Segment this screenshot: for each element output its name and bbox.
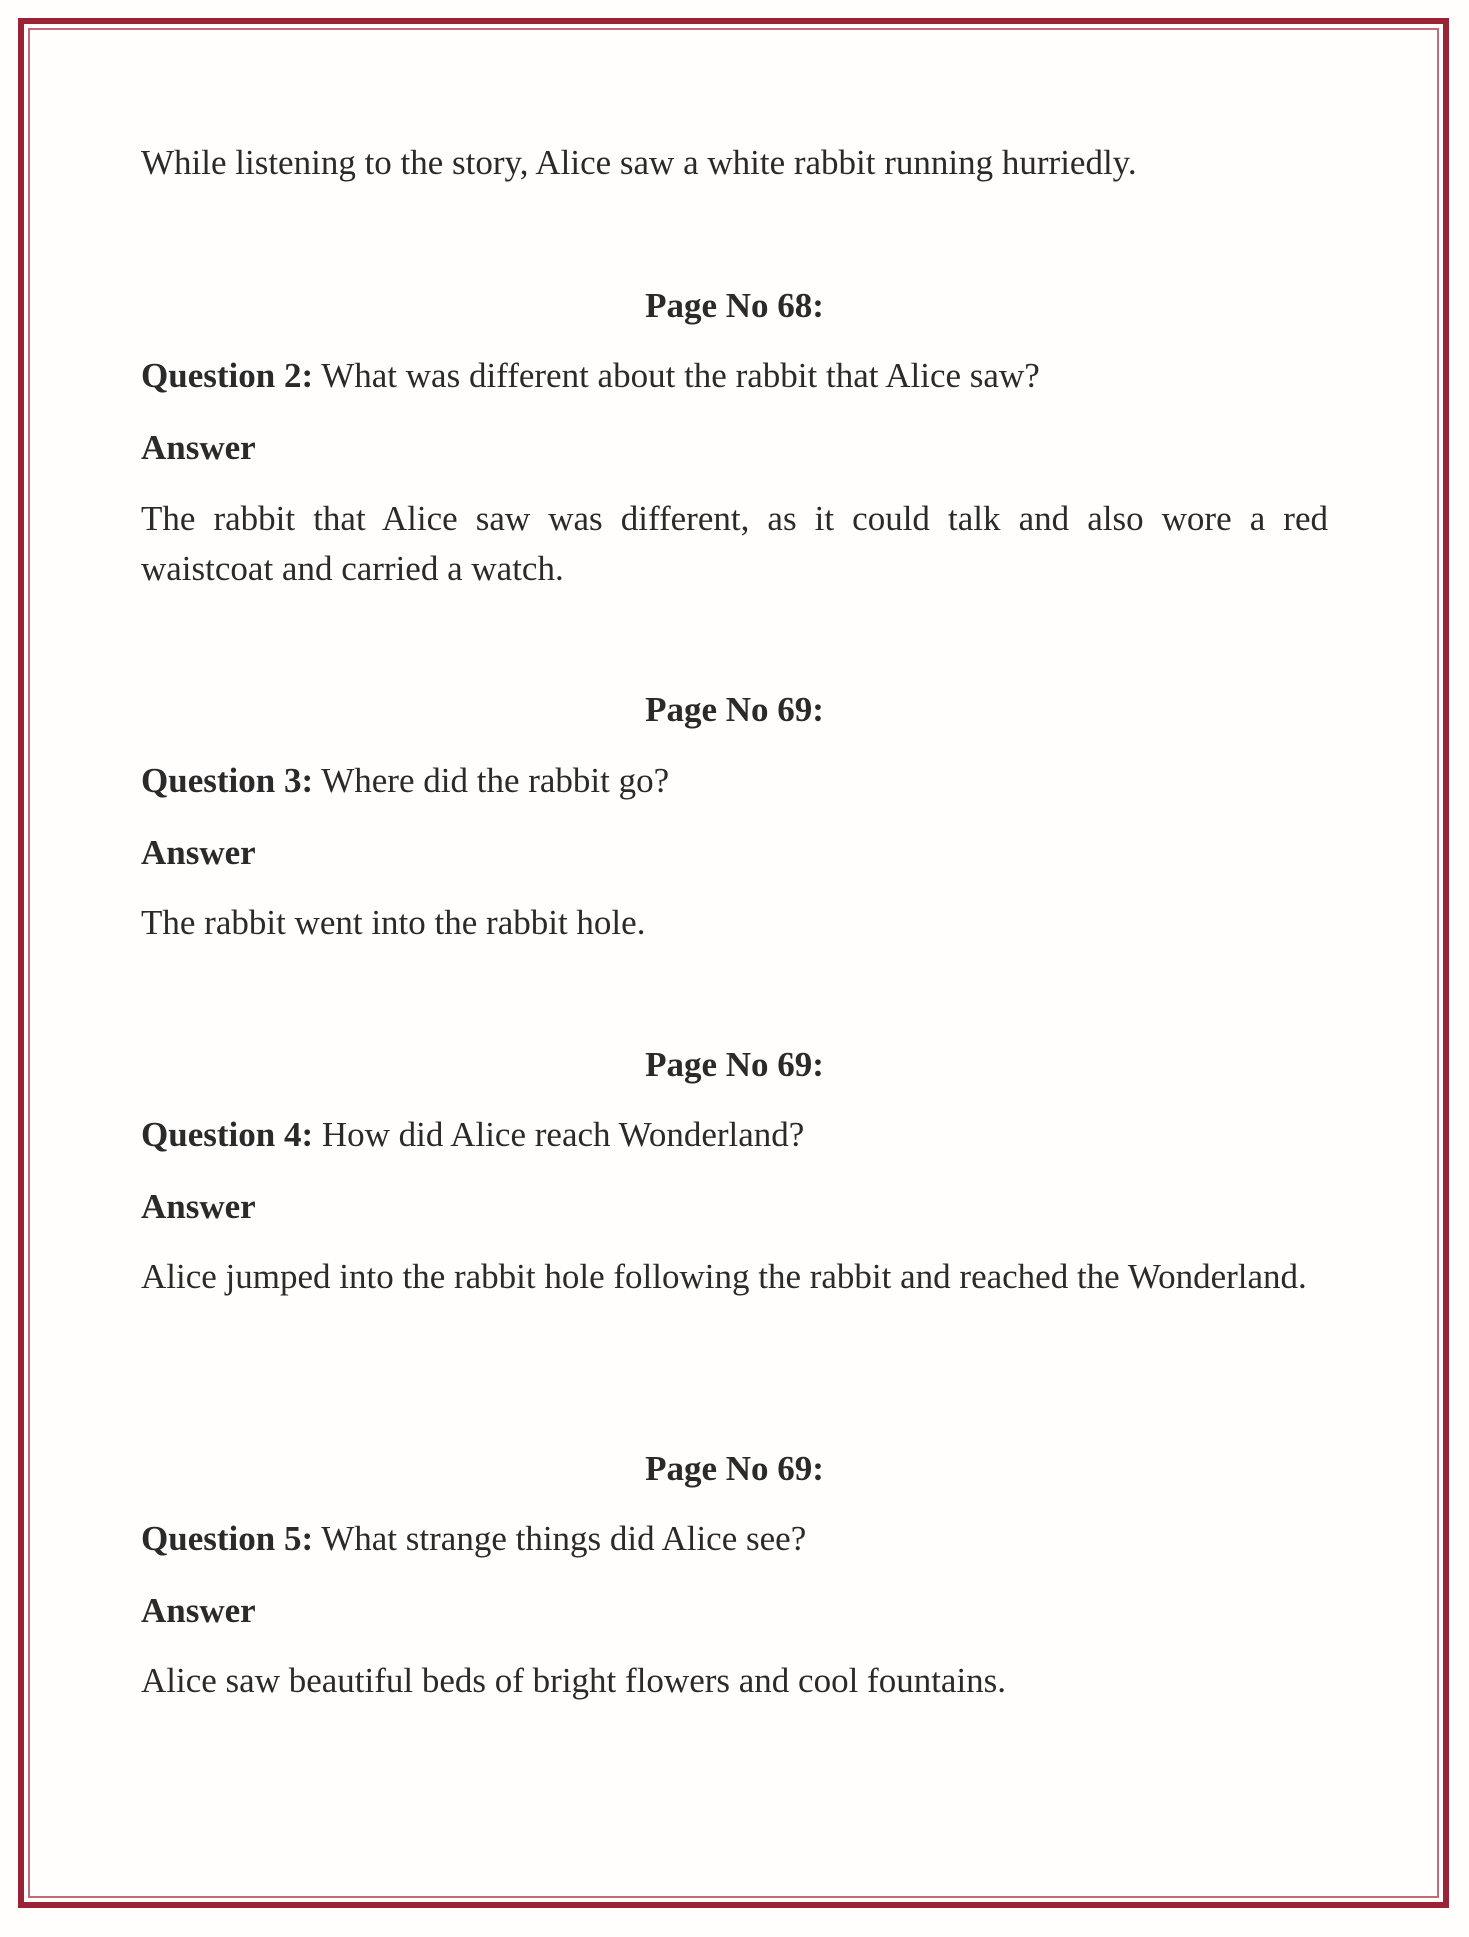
question-label: Question 4: bbox=[141, 1115, 314, 1154]
page-heading: Page No 69: bbox=[645, 690, 824, 729]
answer-text: Alice saw beautiful beds of bright flowers and cool fountains. bbox=[141, 1661, 1007, 1700]
question-text: What was different about the rabbit that Alice saw? bbox=[321, 356, 1040, 395]
question-text: Where did the rabbit go? bbox=[321, 761, 670, 800]
answer-label: Answer bbox=[141, 428, 256, 467]
page-heading: Page No 68: bbox=[645, 286, 824, 325]
page-heading: Page No 69: bbox=[645, 1449, 824, 1488]
question-label: Question 2: bbox=[141, 356, 314, 395]
question bbox=[141, 1110, 1328, 1160]
answer-label: Answer bbox=[141, 833, 256, 872]
question-text: How did Alice reach Wonderland? bbox=[321, 1115, 805, 1154]
question-text: What strange things did Alice see? bbox=[321, 1519, 807, 1558]
answer-text: Alice jumped into the rabbit hole following the rabbit and reached the Wonderland. bbox=[141, 1257, 1307, 1296]
answer-text: The rabbit went into the rabbit hole. bbox=[141, 903, 646, 942]
question bbox=[141, 351, 1328, 401]
question-label: Question 5: bbox=[141, 1519, 314, 1558]
answer-label: Answer bbox=[141, 1591, 256, 1630]
answer-label: Answer bbox=[141, 1187, 256, 1226]
answer-text: The rabbit that Alice saw was different, as it could talk and also wore a red waistcoat and carried a watch. bbox=[141, 499, 1328, 588]
question bbox=[141, 756, 1328, 806]
page-heading: Page No 69: bbox=[645, 1045, 824, 1084]
question bbox=[141, 1514, 1328, 1564]
intro-text: While listening to the story, Alice saw a white rabbit running hurriedly. bbox=[141, 143, 1137, 182]
question-label: Question 3: bbox=[141, 761, 314, 800]
